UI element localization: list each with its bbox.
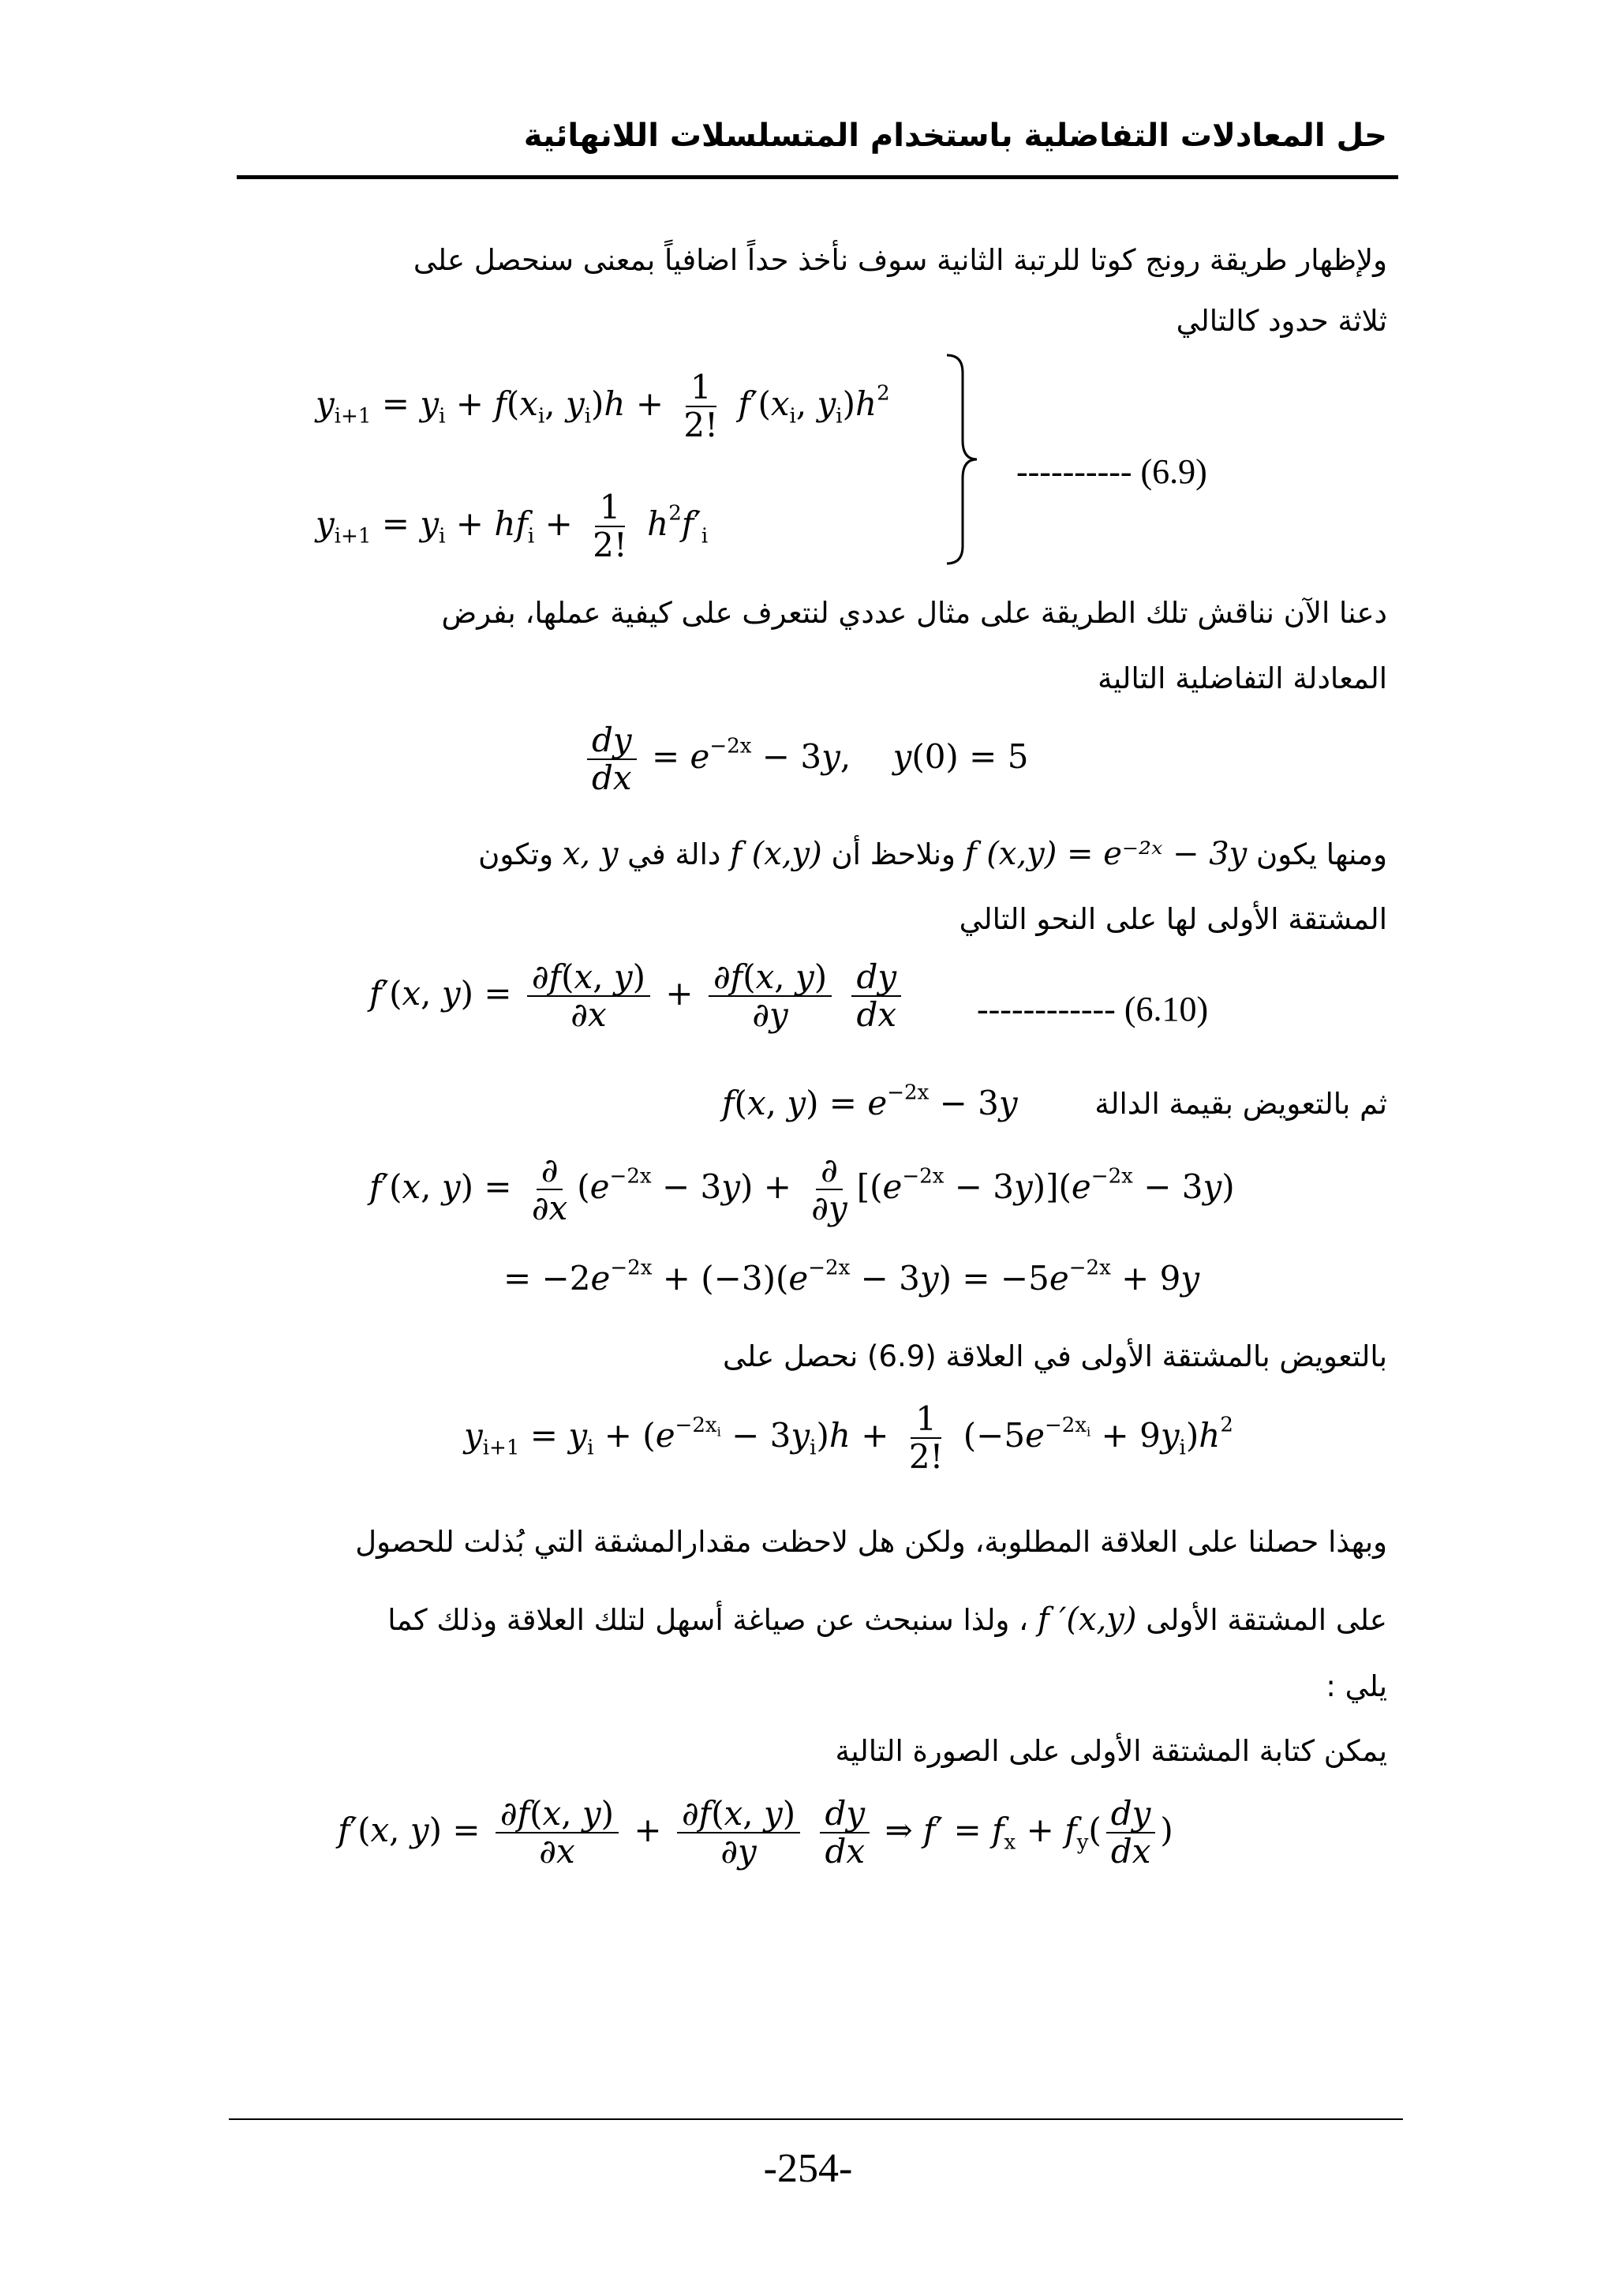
- paragraph-6-math-derivative: f ′(x,y): [1037, 1601, 1137, 1638]
- final-equation: f′(x, y) = $\frac{\partial f(x, y)}{\partial x}$ + $\frac{\partial f(x, y)}{\partial y}$ $\frac{dy}{dx}$ ⇒ $f' = f_x + f_y$( $\frac{dy}{dx}$ ): [338, 1794, 1173, 1871]
- equation-6-9-line-2: $y_{i+1} = y_i + hf_i$ + $\frac{1}{2!}$ $h^2f'_i$: [316, 488, 709, 565]
- paragraph-4-text: ثم بالتعويض بقيمة الدالة: [1094, 1087, 1387, 1121]
- equation-6-9-label: ---------- (6.9): [1016, 452, 1207, 491]
- paragraph-2-line-1: دعنا الآن نناقش تلك الطريقة على مثال عددي لنتعرف على كيفية عملها، بفرض: [441, 596, 1387, 630]
- paragraph-3-text-c: دالة في: [618, 837, 731, 871]
- paragraph-6-text-b: ، ولذا سنبحث عن صياغة أسهل لتلك العلاقة وذلك كما: [387, 1603, 1038, 1637]
- page-header-title: حل المعادلات التفاضلية باستخدام المتسلسلات اللانهائية: [523, 118, 1387, 154]
- derivative-equation-line-1: f′(x, y) = $\frac{\partial}{\partial x}$ $(e^{-2x} - 3y)$ + $\frac{\partial}{\partial y}$ $[(e^{-2x} - 3y)](e^{-2x} - 3y)$: [369, 1151, 1235, 1228]
- derivative-equation-line-2: = $-2e^{-2x} + (-3)(e^{-2x} - 3y) = -5e^{-2x} + 9y$: [503, 1256, 1200, 1298]
- paragraph-3-text-d: وتكون: [478, 837, 563, 871]
- paragraph-3-math-function: f (x,y) = e⁻²ˣ − 3y: [964, 836, 1248, 872]
- paragraph-6-line-3: يلي :: [1326, 1669, 1387, 1703]
- paragraph-3-math-xy: x, y: [562, 836, 619, 872]
- paragraph-5-text: بالتعويض بالمشتقة الأولى في العلاقة (6.9) نحصل على: [723, 1339, 1387, 1373]
- equation-6-10: f′(x, y) = $\frac{\partial f(x, y)}{\partial x}$ + $\frac{\partial f(x, y)}{\partial y}$ $\frac{dy}{dx}$: [369, 959, 906, 1033]
- header-rule: [237, 175, 1398, 179]
- paragraph-3-line-1: [478, 835, 1387, 873]
- paragraph-3-line-2: المشتقة الأولى لها على النحو التالي: [959, 902, 1387, 936]
- page-number: -254-: [763, 2146, 853, 2191]
- example-ode-equation: $\frac{dy}{dx}$ = $e^{-2x} - 3y$, y(0) = 5: [582, 722, 1028, 796]
- paragraph-6-text-a: على المشتقة الأولى: [1136, 1603, 1387, 1637]
- paragraph-3-text-a: ومنها يكون: [1247, 837, 1387, 871]
- paragraph-6-line-1: وبهذا حصلنا على العلاقة المطلوبة، ولكن هل لاحظت مقدارالمشقة التي بُذلت للحصول: [355, 1525, 1387, 1559]
- paragraph-2-line-2: المعادلة التفاضلية التالية: [1098, 661, 1387, 695]
- result-equation: $y_{i+1} = y_i + (e^{-2x_i} - 3y_i)h$ + $\frac{1}{2!}$ $(-5e^{-2x_i} + 9y_i)h^2$: [464, 1399, 1233, 1477]
- equation-6-10-label: ------------ (6.10): [977, 990, 1209, 1028]
- equation-6-9-line-1: $y_{i+1} = y_i + f(x_i$, $y_i)h$ + $\frac{1}{2!}$ $f'(x_i$, $y_i)h^2$: [316, 368, 890, 445]
- paragraph-3-math-f: f (x,y): [730, 836, 822, 872]
- equation-6-9-brace: [945, 354, 978, 565]
- paragraph-3-text-b: ونلاحظ أن: [821, 837, 965, 871]
- paragraph-7-line-1: يمكن كتابة المشتقة الأولى على الصورة التالية: [835, 1734, 1387, 1768]
- footer-rule: [229, 2118, 1403, 2120]
- paragraph-1-line-1: ولإظهار طريقة رونج كوتا للرتبة الثانية سوف نأخذ حداً اضافياً بمعنى سنحصل على: [413, 243, 1387, 277]
- paragraph-1-line-2: ثلاثة حدود كالتالي: [1176, 304, 1387, 338]
- paragraph-4-math-function: f(x, $y) = e^{-2x} - 3y$: [722, 1081, 1018, 1122]
- paragraph-6-line-2: [387, 1601, 1387, 1639]
